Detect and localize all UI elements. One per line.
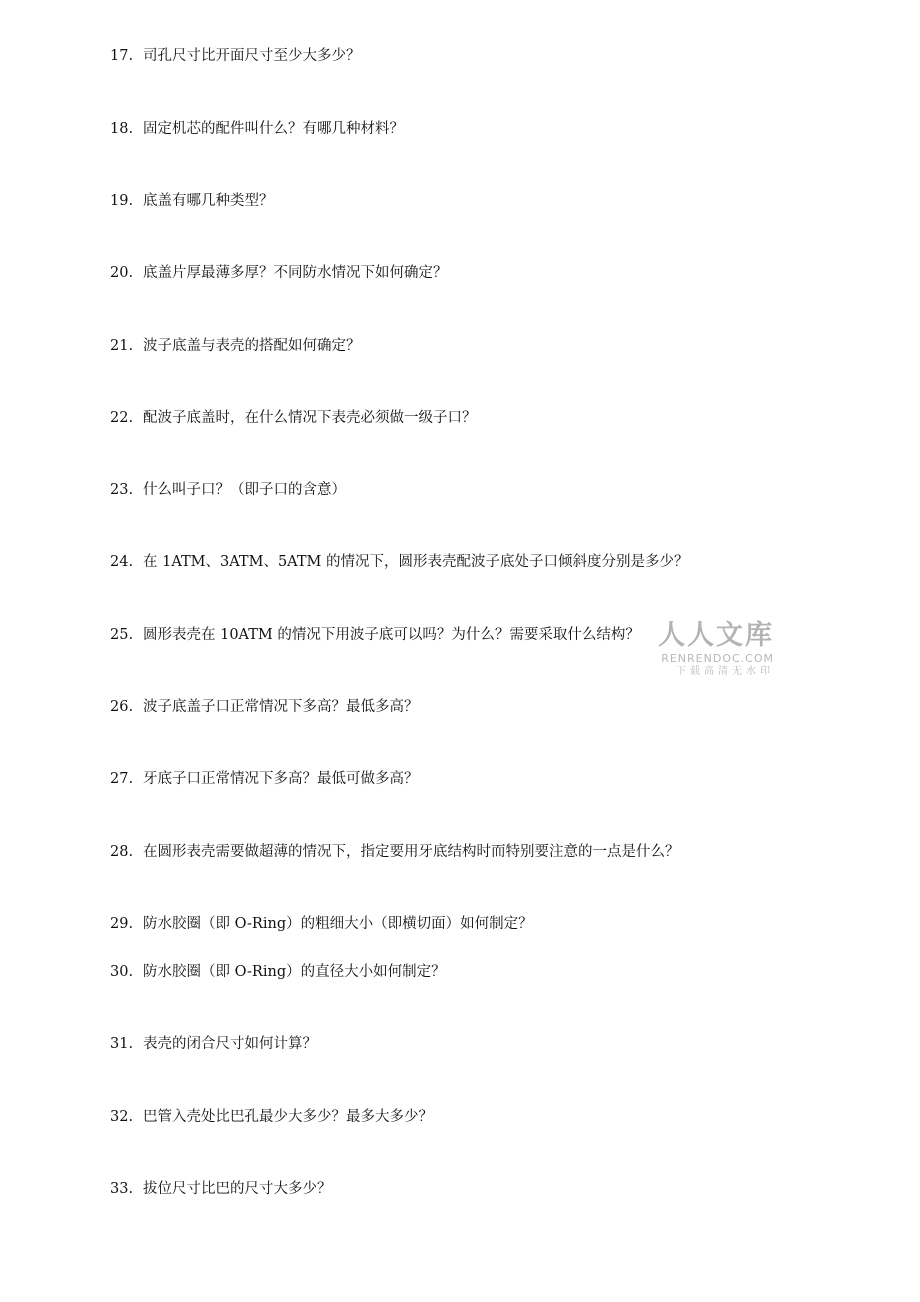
question-number: 33. <box>110 1181 134 1197</box>
question-text: 巴管入壳处比巴孔最少大多少？最多大多少？ <box>143 1109 433 1125</box>
question-number: 23. <box>110 482 134 498</box>
question-text: 圆形表壳在 10ATM 的情况下用波子底可以吗？为什么？需要采取什么结构？ <box>143 627 640 643</box>
watermark-logo: 人人文库 <box>658 620 774 651</box>
question-text: 什么叫子口？（即子口的含意） <box>143 482 346 498</box>
question-28 <box>110 842 680 862</box>
question-text: 底盖有哪几种类型？ <box>143 193 274 209</box>
question-text: 司孔尺寸比开面尺寸至少大多少？ <box>143 48 361 64</box>
question-number: 31. <box>110 1036 134 1052</box>
question-25 <box>110 625 640 645</box>
question-31 <box>110 1034 317 1054</box>
question-number: 17. <box>110 48 134 64</box>
question-number: 30. <box>110 964 134 980</box>
question-text: 表壳的闭合尺寸如何计算？ <box>143 1036 317 1052</box>
question-29 <box>110 914 533 934</box>
question-18 <box>110 119 404 139</box>
question-23 <box>110 480 346 500</box>
question-text: 波子底盖与表壳的搭配如何确定？ <box>143 338 361 354</box>
question-text: 底盖片厚最薄多厚？不同防水情况下如何确定？ <box>143 265 448 281</box>
question-27 <box>110 769 419 789</box>
question-number: 19. <box>110 193 134 209</box>
watermark-tagline: 下载高清无水印 <box>676 666 774 677</box>
question-text: 牙底子口正常情况下多高？最低可做多高？ <box>143 771 419 787</box>
question-24 <box>110 552 688 572</box>
question-number: 22. <box>110 410 134 426</box>
question-number: 24. <box>110 554 134 570</box>
question-text: 在圆形表壳需要做超薄的情况下，指定要用牙底结构时而特别要注意的一点是什么？ <box>143 844 680 860</box>
question-number: 32. <box>110 1109 134 1125</box>
question-number: 21. <box>110 338 134 354</box>
question-text: 在 1ATM、3ATM、5ATM 的情况下，圆形表壳配波子底处子口倾斜度分别是多少？ <box>143 554 689 570</box>
question-20 <box>110 263 448 283</box>
question-17 <box>110 46 361 66</box>
question-number: 25. <box>110 627 134 643</box>
question-32 <box>110 1107 433 1127</box>
question-text: 配波子底盖时，在什么情况下表壳必须做一级子口？ <box>143 410 477 426</box>
question-26 <box>110 697 419 717</box>
question-number: 26. <box>110 699 134 715</box>
question-text: 波子底盖子口正常情况下多高？最低多高？ <box>143 699 419 715</box>
question-number: 18. <box>110 121 134 137</box>
question-text: 防水胶圈（即 O-Ring）的粗细大小（即横切面）如何制定？ <box>143 916 533 932</box>
question-33 <box>110 1179 332 1199</box>
question-22 <box>110 408 477 428</box>
watermark-domain: RENRENDOC.COM <box>661 652 774 665</box>
question-21 <box>110 336 361 356</box>
question-number: 27. <box>110 771 134 787</box>
question-text: 拔位尺寸比巴的尺寸大多少？ <box>143 1181 332 1197</box>
question-number: 28. <box>110 844 134 860</box>
question-30 <box>110 962 446 982</box>
question-text: 固定机芯的配件叫什么？有哪几种材料？ <box>143 121 404 137</box>
question-text: 防水胶圈（即 O-Ring）的直径大小如何制定？ <box>143 964 446 980</box>
question-19 <box>110 191 274 211</box>
question-number: 29. <box>110 916 134 932</box>
question-number: 20. <box>110 265 134 281</box>
watermark <box>648 620 774 679</box>
